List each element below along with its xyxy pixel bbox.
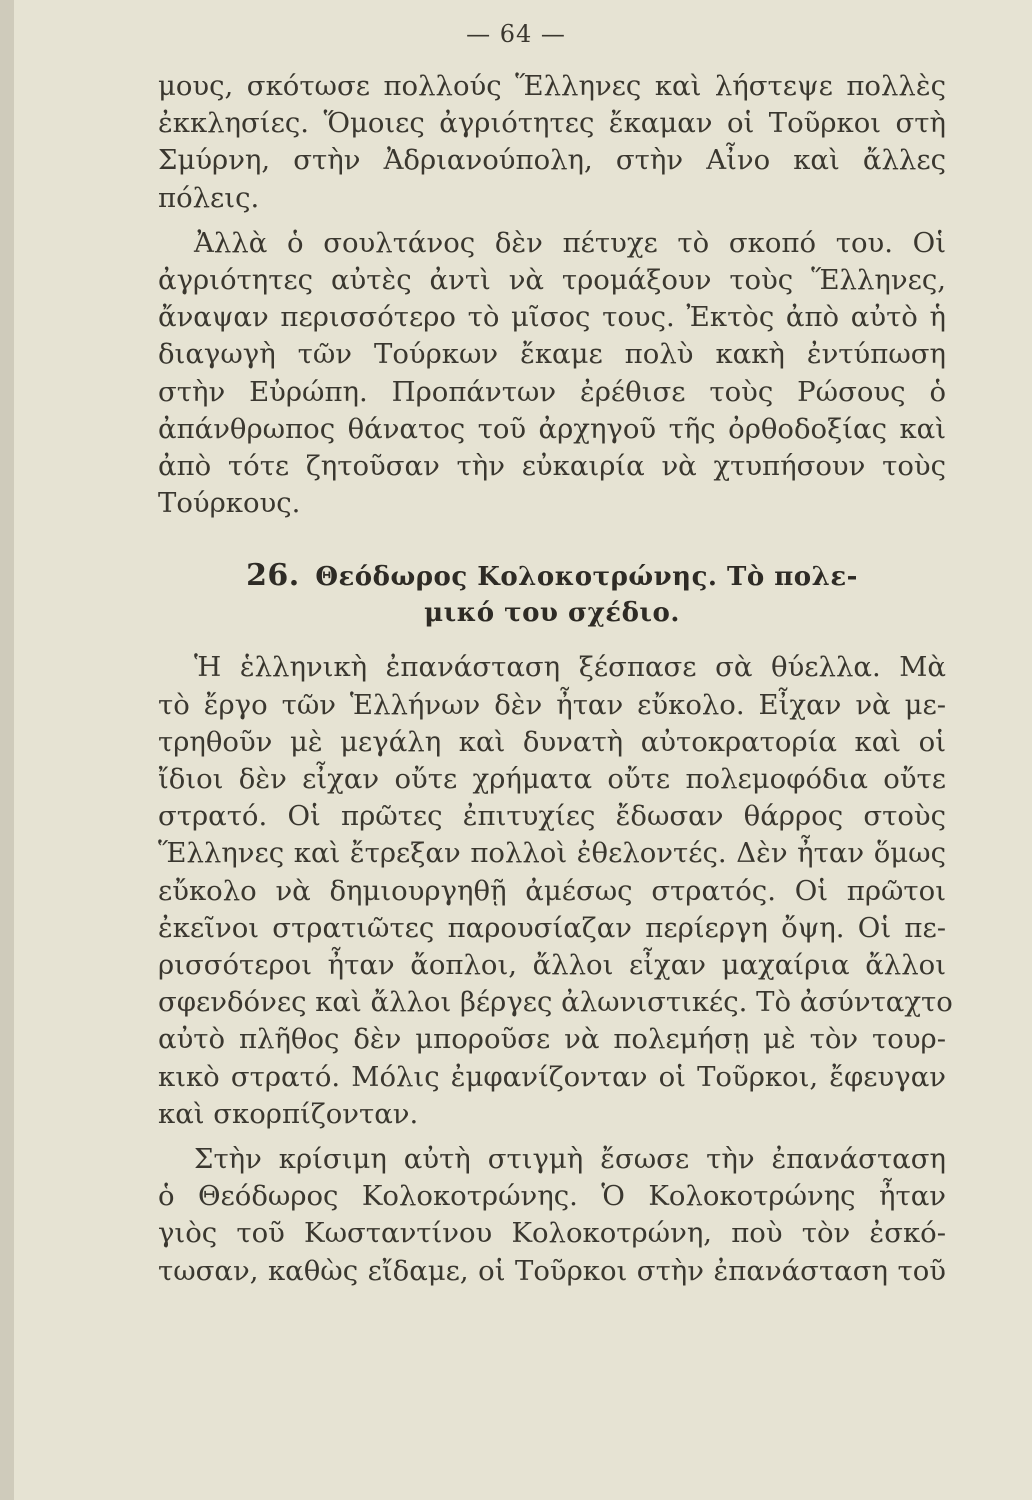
text-line: ἀπάνθρωπος θάνατος τοῦ ἀρχηγοῦ τῆς ὀρθοδοξίας καὶ (158, 412, 946, 445)
page-number: — 64 — (466, 20, 566, 48)
text-line: ἀγριότητες αὐτὲς ἀντὶ νὰ τρομάξουν τοὺς Ἕλληνες, (158, 264, 946, 297)
text-line: στὴν Εὐρώπη. Προπάντων ἐρέθισε τοὺς Ρώσους ὁ (158, 375, 946, 408)
text-line: σφενδόνες καὶ ἄλλοι βέργες ἀλωνιστικές. Τὸ ἀσύνταχτο (158, 986, 953, 1019)
text-line: ἀπὸ τότε ζητοῦσαν τὴν εὐκαιρία νὰ χτυπήσουν τοὺς (158, 450, 946, 483)
text-line: Ἕλληνες καὶ ἔτρεξαν πολλοὶ ἐθελοντές. Δὲν ἦταν ὅμως (158, 837, 946, 870)
text-line: ἐκκλησίες. Ὅμοιες ἀγριότητες ἔκαμαν οἱ Τοῦρκοι στὴ (158, 107, 946, 140)
text-line: τρηθοῦν μὲ μεγάλη καὶ δυνατὴ αὐτοκρατορία καὶ οἱ (158, 725, 946, 758)
paragraph-2 (158, 225, 946, 523)
text-line: τὸ ἔργο τῶν Ἑλλήνων δὲν ἦταν εὔκολο. Εἶχαν νὰ με- (158, 688, 946, 721)
section-number: 26. (246, 558, 300, 594)
text-line: ὁ Θεόδωρος Κολοκοτρώνης. Ὁ Κολοκοτρώνης ἦταν (158, 1180, 946, 1213)
text-line: καὶ σκορπίζονταν. (158, 1097, 419, 1130)
text-line: Στὴν κρίσιμη αὐτὴ στιγμὴ ἔσωσε τὴν ἐπανάσταση (194, 1143, 946, 1176)
text-line: πόλεις. (158, 181, 260, 214)
text-line: μους, σκότωσε πολλούς Ἕλληνες καὶ λήστεψε πολλὲς (158, 70, 946, 102)
paragraph-3 (158, 649, 953, 1133)
text-line: ἄναψαν περισσότερο τὸ μῖσος τους. Ἐκτὸς ἀπὸ αὐτὸ ἡ (158, 301, 946, 334)
text-line: ἴδιοι δὲν εἶχαν οὔτε χρήματα οὔτε πολεμοφόδια οὔτε (158, 763, 946, 796)
text-line: διαγωγὴ τῶν Τούρκων ἔκαμε πολὺ κακὴ ἐντύπωση (158, 338, 946, 371)
paragraph-1 (158, 68, 946, 217)
text-line: Ἡ ἑλληνικὴ ἐπανάσταση ξέσπασε σὰ θύελλα. Μὰ (194, 651, 946, 684)
text-line: Ἀλλὰ ὁ σουλτάνος δὲν πέτυχε τὸ σκοπό του. Οἱ (194, 226, 946, 259)
text-line: Σμύρνη, στὴν Ἀδριανούπολη, στὴν Αἶνο καὶ ἄλλες (158, 144, 946, 177)
text-line: αὐτὸ πλῆθος δὲν μποροῦσε νὰ πολεμήσῃ μὲ τὸν τουρ- (158, 1023, 946, 1056)
text-line: γιὸς τοῦ Κωσταντίνου Κολοκοτρώνη, ποὺ τὸν ἐσκό- (158, 1217, 946, 1250)
section-title-line-2: μικό του σχέδιο. (424, 598, 680, 629)
section-heading (158, 558, 946, 631)
text-line: ρισσότεροι ἦταν ἄοπλοι, ἄλλοι εἶχαν μαχαίρια ἄλλοι (158, 949, 946, 982)
page-binding-edge (0, 0, 14, 1500)
text-line: τωσαν, καθὼς εἴδαμε, οἱ Τοῦρκοι στὴν ἐπανάσταση τοῦ (158, 1254, 946, 1287)
text-block (158, 68, 953, 1290)
text-line: Τούρκους. (158, 487, 301, 520)
text-line: κικὸ στρατό. Μόλις ἐμφανίζονταν οἱ Τοῦρκοι, ἔφευγαν (158, 1060, 946, 1093)
paragraph-4 (158, 1141, 946, 1290)
section-title-line-1: Θεόδωρος Κολοκοτρώνης. Τὸ πολε- (315, 562, 858, 593)
text-line: στρατό. Οἱ πρῶτες ἐπιτυχίες ἔδωσαν θάρρος στοὺς (158, 800, 946, 833)
text-line: ἐκεῖνοι στρατιῶτες παρουσίαζαν περίεργη ὄψη. Οἱ πε- (158, 911, 946, 944)
text-line: εὔκολο νὰ δημιουργηθῇ ἀμέσως στρατός. Οἱ πρῶτοι (158, 874, 946, 907)
